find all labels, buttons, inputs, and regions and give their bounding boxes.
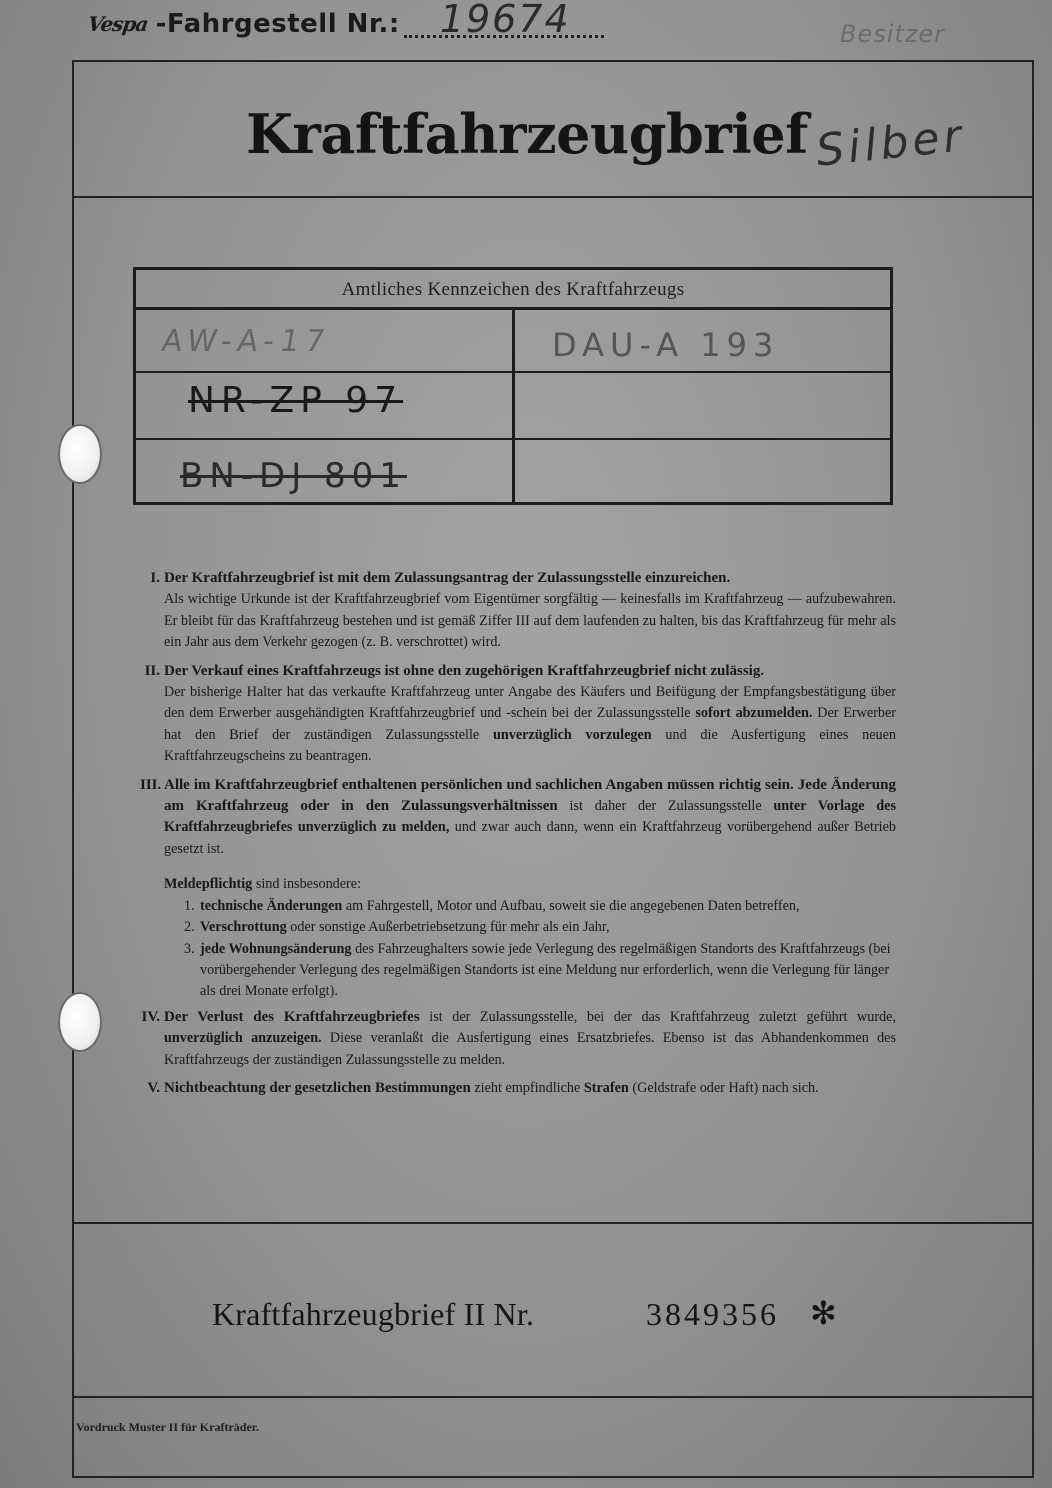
rule-emphasis: sofort abzumelden. <box>695 705 813 722</box>
duty-heading-line <box>164 874 896 895</box>
plate-entry: BN-DJ 801 <box>180 456 407 496</box>
rule-ii <box>140 661 896 768</box>
document-number-label: Kraftfahrzeugbrief II Nr. <box>212 1296 535 1332</box>
chassis-label: -Fahrgestell Nr.: <box>155 9 400 39</box>
reporting-duties <box>140 874 896 1002</box>
punch-hole <box>58 992 102 1052</box>
bottom-divider <box>72 1222 1034 1224</box>
rule-text <box>164 775 896 861</box>
brand-logo: Vespa <box>86 12 150 36</box>
footer-divider <box>72 1396 1034 1398</box>
rule-text-part: (Geldstrafe oder Haft) nach sich. <box>632 1079 819 1096</box>
rule-number: IV. <box>141 1008 160 1025</box>
plate-column-divider <box>512 307 515 505</box>
rule-heading: Nichtbeachtung der gesetzlichen Bestimmungen <box>164 1079 471 1096</box>
rule-text-part: ist daher der Zulassungsstelle <box>569 798 762 815</box>
rule-heading: Der Kraftfahrzeugbrief ist mit dem Zulassungsantrag der Zulassungsstelle einzureichen. <box>164 570 731 586</box>
list-emphasis: jede Wohnungsänderung <box>200 940 352 957</box>
rule-emphasis: unverzüglich vorzulegen <box>492 726 652 743</box>
punch-hole <box>58 424 102 484</box>
rule-emphasis: unter Vorlage des Kraftfahrzeugbriefes unverzüglich zu melden, <box>164 798 896 836</box>
list-index: 2. <box>184 919 195 936</box>
license-plate-table <box>133 267 893 505</box>
rule-number: II. <box>144 662 160 679</box>
duty-heading-rest: sind insbesondere: <box>255 876 362 893</box>
rule-emphasis: Strafen <box>583 1079 629 1096</box>
list-index: 3. <box>184 940 195 957</box>
rule-text <box>164 682 896 768</box>
document-title: Kraftfahrzeugbrief <box>246 102 808 166</box>
rule-number: V. <box>147 1079 160 1096</box>
rule-iii <box>140 775 896 861</box>
rule-text <box>164 1078 896 1099</box>
rule-number: III. <box>140 776 162 793</box>
plate-entry: DAU-A 193 <box>552 326 780 364</box>
list-index: 1. <box>184 897 195 914</box>
rule-text-part: Der bisherige Halter hat das verkaufte Kraftfahrzeug unter Angabe des Käufers und Beifügung der Empfangsbestätigung über den dem Erwerber ausgehändigten Kraftfahrzeugbrief und -schein bei der Zulassungsstelle <box>164 684 896 722</box>
handwritten-color: Silber <box>813 110 968 177</box>
plate-row-divider <box>136 438 893 440</box>
duty-heading: Meldepflichtig <box>164 876 253 893</box>
instructions <box>140 568 896 1106</box>
rule-heading: Der Verlust des Kraftfahrzeugbriefes <box>164 1008 420 1025</box>
rule-number: I. <box>150 570 160 586</box>
rule-iv <box>140 1007 896 1071</box>
plate-table-header: Amtliches Kennzeichen des Kraftfahrzeugs <box>136 270 890 310</box>
rule-text-part: und zwar auch dann, wenn ein Kraftfahrzeug vorübergehend außer Betrieb gesetzt ist. <box>164 819 896 857</box>
rule-text <box>164 1007 896 1071</box>
list-emphasis: technische Änderungen <box>200 897 343 914</box>
handwritten-scribble: Besitzer <box>840 20 946 48</box>
list-text: oder sonstige Außerbetriebsetzung für mehr als ein Jahr, <box>290 919 610 936</box>
star-icon: ✻ <box>810 1294 837 1332</box>
rule-text-part: Diese veranlaßt die Ausfertigung eines Ersatzbriefes. Ebenso ist das Abhandenkommen des Kraftfahrzeugs der zuständigen Zulassungsstelle zu melden. <box>164 1030 897 1068</box>
rule-text-part: Der Erwerber hat den Brief der zuständigen Zulassungsstelle <box>164 705 897 743</box>
plate-row-divider <box>515 371 893 373</box>
list-item <box>184 939 896 1003</box>
plate-row-divider <box>136 371 512 373</box>
list-text: am Fahrgestell, Motor und Aufbau, soweit sie die angegebenen Daten betreffen, <box>345 897 800 914</box>
rule-heading: Alle im Kraftfahrzeugbrief enthaltenen persönlichen und sachlichen Angaben müssen richtig sein. Jede Änderung am Kraftfahrzeug oder in den Zulassungsverhältnissen <box>164 776 896 815</box>
chassis-number: 19674 <box>439 0 571 41</box>
document-number: 3849356 <box>646 1296 779 1332</box>
duty-list <box>164 896 896 1003</box>
form-footer: Vordruck Muster II für Krafträder. <box>76 1420 259 1434</box>
rule-text: Als wichtige Urkunde ist der Kraftfahrzeugbrief vom Eigentümer sorgfältig — keinesfalls im Kraftfahrzeug — aufzubewahren. Er bleibt für das Kraftfahrzeug bestehen und ist gemäß Ziffer III auf dem laufenden zu halten, bis das Kraftfahrzeug für mehr als ein Jahr aus dem Verkehr gezogen (z. B. verschrottet) wird. <box>164 591 896 651</box>
chassis-field <box>404 0 604 41</box>
rule-text-part: und die Ausfertigung eines neuen Kraftfahrzeugscheins zu beantragen. <box>164 726 896 765</box>
list-text: des Fahrzeughalters sowie jede Verlegung des regelmäßigen Standorts des Kraftfahrzeugs (bei vorübergehender Verlegung des regelmäßigen Standorts ist eine Meldung nur erforderlich, wenn die Verlegung für länger als drei Monate erfolgt). <box>200 940 891 1000</box>
rule-text-part: zieht empfindliche <box>474 1079 581 1096</box>
plate-entry: NR-ZP 97 <box>188 380 404 421</box>
rule-v <box>140 1078 896 1099</box>
plate-entry: AW-A-17 <box>158 324 334 359</box>
rule-i <box>140 568 896 654</box>
rule-heading: Der Verkauf eines Kraftfahrzeugs ist ohne den zugehörigen Kraftfahrzeugbrief nicht zulässig. <box>164 662 765 679</box>
rule-emphasis: unverzüglich anzuzeigen. <box>164 1030 322 1047</box>
rule-text-part: ist der Zulassungsstelle, bei der das Kraftfahrzeug zuletzt geführt wurde, <box>429 1008 896 1025</box>
title-divider <box>72 196 1034 198</box>
list-item <box>184 896 896 917</box>
list-item <box>184 917 896 938</box>
list-emphasis: Verschrottung <box>200 919 287 936</box>
